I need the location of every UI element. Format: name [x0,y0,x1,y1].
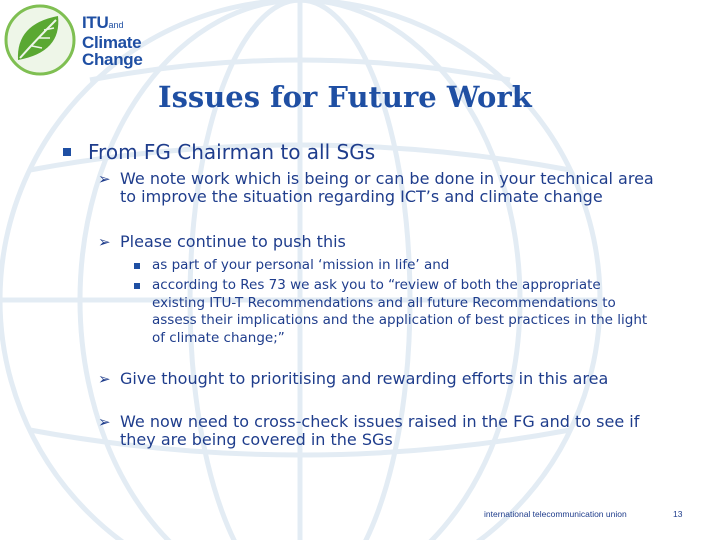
subsubbullet-text: as part of your personal ‘mission in life’ and [152,257,450,273]
arrow-bullet-icon: ➢ [98,170,111,188]
logo-text: ITUand Climate Change [82,13,143,69]
arrow-bullet-icon: ➢ [98,233,111,251]
bullet-text: From FG Chairman to all SGs [88,140,376,164]
footer-text: international telecommunication union [484,509,627,519]
page-number: 13 [673,509,683,519]
square-bullet-icon [134,283,140,289]
arrow-bullet-icon: ➢ [98,370,111,388]
square-bullet-icon [134,263,140,269]
subsubbullet-text: according to Res 73 we ask you to “review of both the appropriate existing ITU-T Recommendations and all future Recommendations to assess their implications and the application of best practices in the light of climate change;” [152,277,648,346]
subbullet-text: We now need to cross-check issues raised in the FG and to see if they are being covered in the SGs [120,412,640,449]
subbullet-text: We note work which is being or can be done in your technical area to improve the situation regarding ICT’s and climate change [120,169,654,206]
subbullet-text: Please continue to push this [120,232,346,251]
slide-title: Issues for Future Work [158,80,532,114]
square-bullet-icon [63,148,71,156]
arrow-bullet-icon: ➢ [98,413,111,431]
subbullet-text: Give thought to prioritising and rewarding efforts in this area [120,369,609,388]
